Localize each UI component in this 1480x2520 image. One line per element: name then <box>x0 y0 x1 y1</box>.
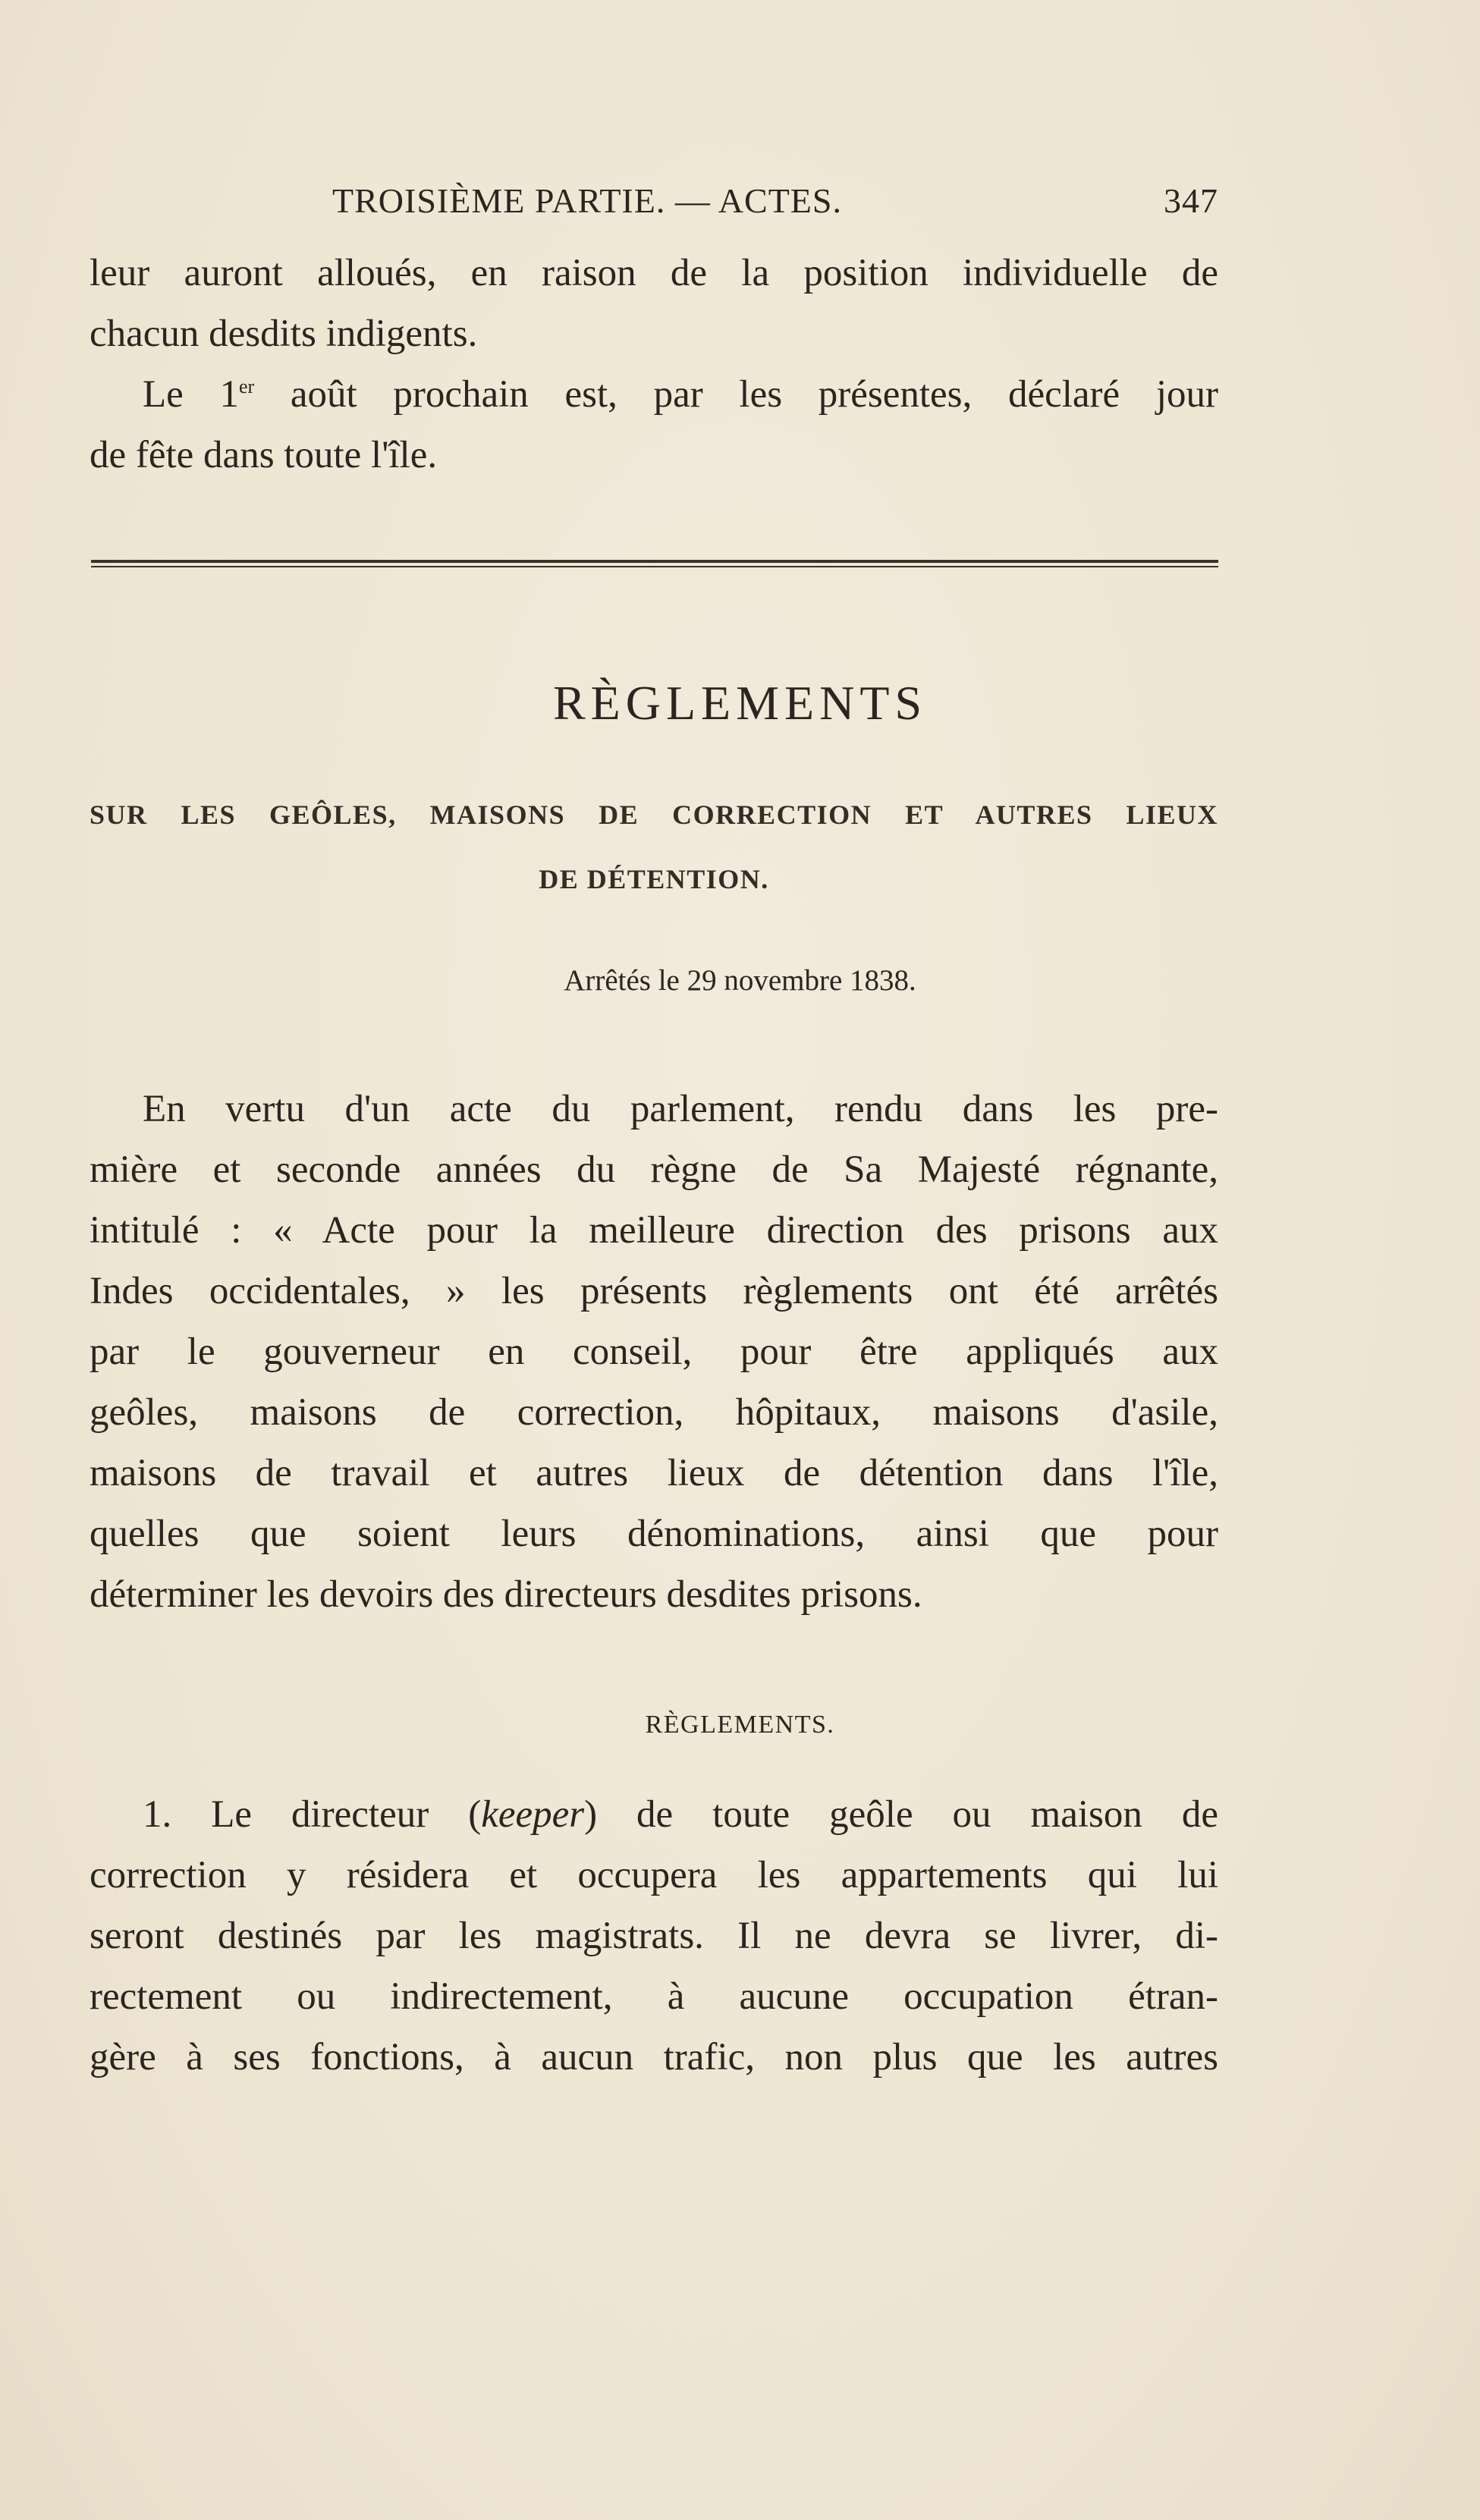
preamble-line: En vertu d'un acte du parlement, rendu dans les pre- <box>143 1088 1218 1130</box>
text-line: de fête dans toute l'île. <box>90 434 438 476</box>
page-number: 347 <box>1164 181 1218 220</box>
preamble-line: geôles, maisons de correction, hôpitaux, maisons d'asile, <box>90 1391 1218 1434</box>
rule-thin <box>91 566 1218 567</box>
section-subtitle-line1: SUR LES GEÔLES, MAISONS DE CORRECTION ET AUTRES LIEUX <box>90 800 1218 830</box>
article-line: correction y résidera et occupera les appartements qui lui <box>90 1854 1218 1896</box>
text-line: Le 1er août prochain est, par les présentes, déclaré jour <box>143 373 1218 416</box>
running-head <box>90 181 1218 226</box>
article-line: rectement ou indirectement, à aucune occupation étran- <box>90 1975 1218 2018</box>
section-subtitle-line2: DE DÉTENTION. <box>539 864 769 894</box>
rules-heading: RÈGLEMENTS. <box>645 1711 835 1739</box>
decree-date: Arrêtés le 29 novembre 1838. <box>564 964 916 997</box>
preamble-line: intitulé : « Acte pour la meilleure direction des prisons aux <box>90 1209 1218 1252</box>
preamble-line: mière et seconde années du règne de Sa Majesté régnante, <box>90 1148 1218 1191</box>
preamble-line: Indes occidentales, » les présents règlements ont été arrêtés <box>90 1270 1218 1312</box>
running-head-title: TROISIÈME PARTIE. — ACTES. <box>332 181 842 220</box>
preamble-line: par le gouverneur en conseil, pour être appliqués aux <box>90 1331 1218 1373</box>
text-line: chacun desdits indigents. <box>90 313 478 355</box>
text-line: leur auront alloués, en raison de la position individuelle de <box>90 252 1218 294</box>
preamble-line: quelles que soient leurs dénominations, ainsi que pour <box>90 1513 1218 1555</box>
section-title: RÈGLEMENTS <box>552 676 928 730</box>
double-rule-divider <box>91 560 1218 569</box>
preamble-line: déterminer les devoirs des directeurs desdites prisons. <box>90 1573 922 1616</box>
preamble-line: maisons de travail et autres lieux de détention dans l'île, <box>90 1452 1218 1494</box>
article-line: 1. Le directeur (keeper) de toute geôle ou maison de <box>143 1793 1218 1836</box>
article-line: seront destinés par les magistrats. Il ne devra se livrer, di- <box>90 1915 1218 1957</box>
rule-thick <box>91 560 1218 563</box>
article-line: gère à ses fonctions, à aucun trafic, non plus que les autres <box>90 2036 1218 2079</box>
